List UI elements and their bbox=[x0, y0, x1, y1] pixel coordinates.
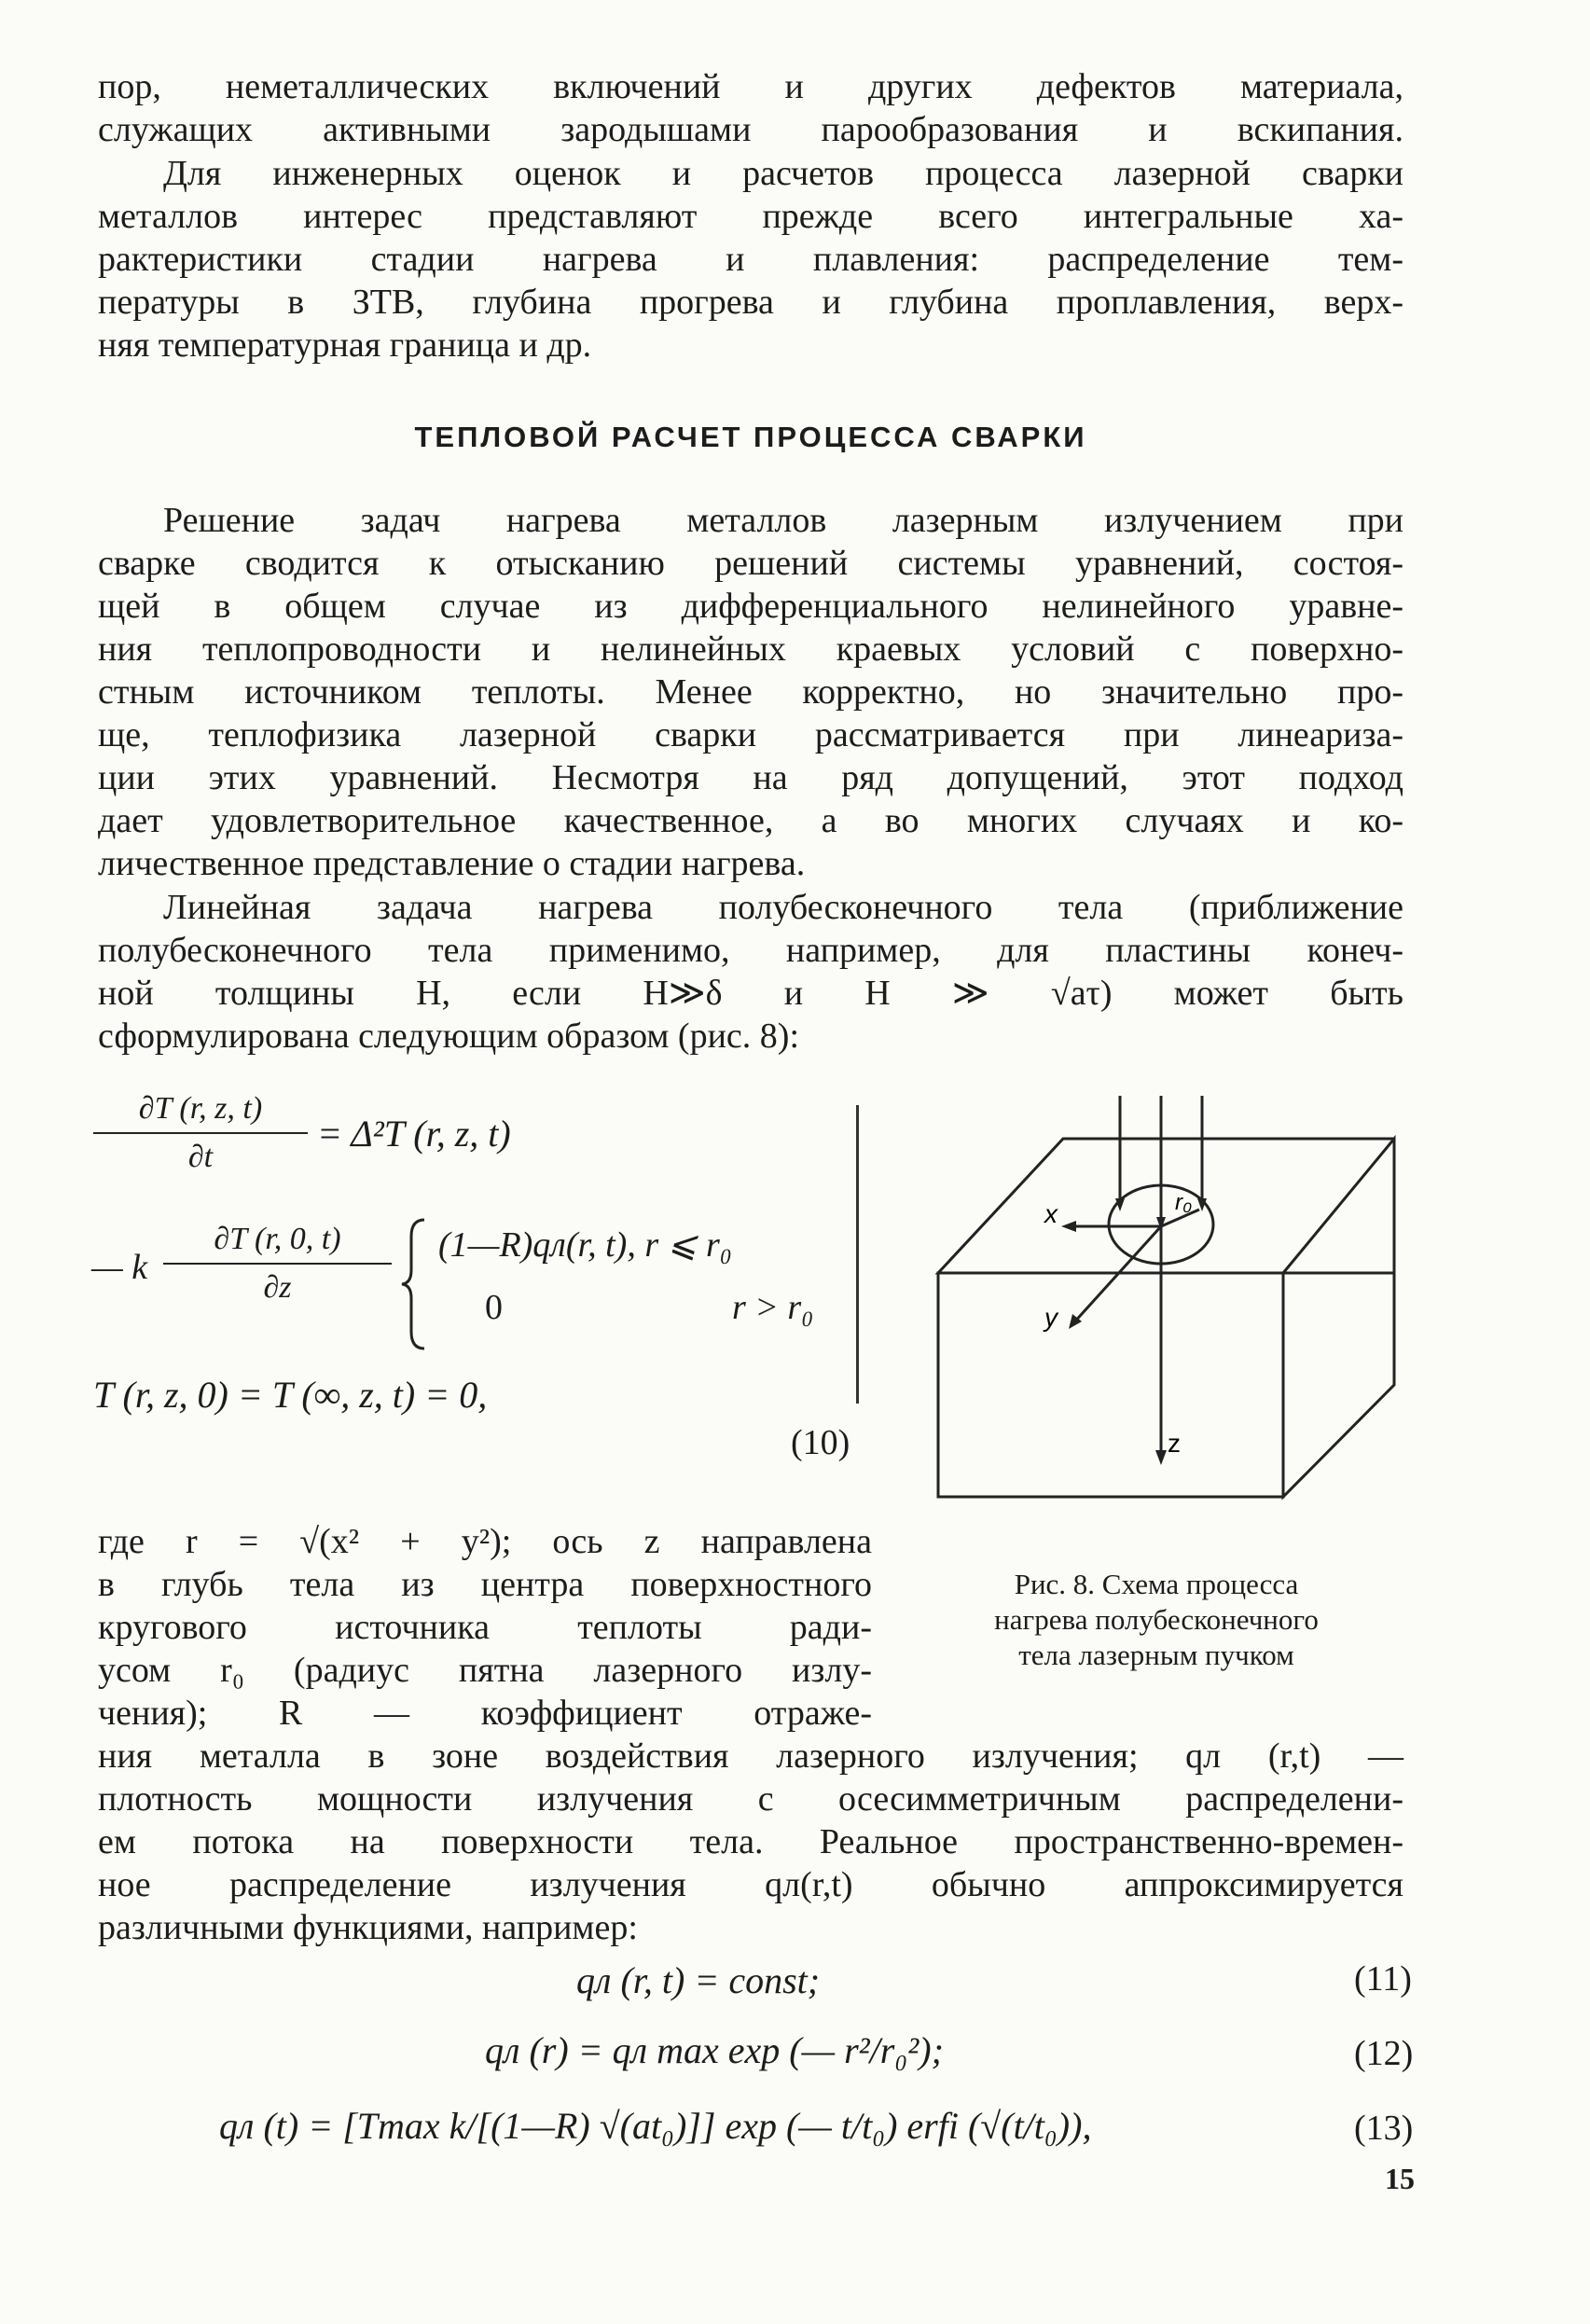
text-line: рактеристики стадии нагрева и плавления: распределение тем- bbox=[98, 240, 1403, 279]
text-line: стным источником теплоты. Менее корректно, но значительно про- bbox=[98, 672, 1403, 712]
text-line: ции этих уравнений. Несмотря на ряд допущений, этот подход bbox=[98, 758, 1403, 797]
y-axis-label: y bbox=[1044, 1303, 1058, 1332]
text-line: Для инженерных оценок и расчетов процесса лазерной сварки bbox=[163, 154, 1403, 193]
text-line: щей в общем случае из дифференциального нелинейного уравне- bbox=[98, 587, 1403, 626]
equation-number: (11) bbox=[1354, 1959, 1412, 1999]
text-line: в глубь тела из центра поверхностного bbox=[98, 1565, 872, 1604]
text-line: сварке сводится к отысканию решений системы уравнений, состоя- bbox=[98, 544, 1403, 583]
block-top-face bbox=[938, 1139, 1394, 1273]
fraction-dT-dt bbox=[93, 1091, 308, 1175]
z-axis-label: z bbox=[1168, 1429, 1181, 1458]
case-2-value: 0 bbox=[485, 1288, 503, 1327]
text-line: дает удовлетворительное качественное, а во многих случаях и ко- bbox=[98, 801, 1403, 840]
heat-equation-rhs: = Δ²T (r, z, t) bbox=[317, 1113, 511, 1155]
figure-caption-line: Рис. 8. Схема процесса bbox=[1014, 1568, 1299, 1600]
y-axis bbox=[1072, 1226, 1161, 1324]
text-line: где r = √(x² + y²); ось z направлена bbox=[98, 1522, 872, 1561]
figure-laser-heating-diagram bbox=[923, 1086, 1408, 1515]
equation-number: (10) bbox=[791, 1423, 850, 1462]
block-front-face bbox=[938, 1273, 1283, 1497]
text-line: няя температурная граница и др. bbox=[98, 325, 592, 365]
page-number: 15 bbox=[1385, 2162, 1415, 2195]
case-brace bbox=[396, 1214, 434, 1354]
text-line: металлов интерес представляют прежде всего интегральные ха- bbox=[98, 197, 1403, 236]
case-2-condition: r > r₀ bbox=[732, 1288, 814, 1327]
section-heading: ТЕПЛОВОЙ РАСЧЕТ ПРОЦЕССА СВАРКИ bbox=[414, 421, 1087, 453]
text-line: пор, неметаллических включений и других дефектов материала, bbox=[98, 67, 1403, 106]
equation-number: (12) bbox=[1354, 2034, 1414, 2073]
text-line: ния металла в зоне воздействия лазерного излучения; qл (r,t) — bbox=[98, 1736, 1403, 1776]
fraction-denominator: ∂z bbox=[263, 1270, 292, 1305]
z-axis-arrow bbox=[1155, 1450, 1167, 1465]
text-line: Решение задач нагрева металлов лазерным излучением при bbox=[163, 501, 1403, 540]
radius-label: r₀ bbox=[1175, 1190, 1193, 1215]
fraction-numerator: ∂T (r, 0, t) bbox=[163, 1222, 392, 1265]
x-axis-label: x bbox=[1044, 1199, 1058, 1228]
case-1: (1—R)qл(r, t), r ⩽ r₀ bbox=[438, 1225, 732, 1265]
text-line: плотность мощности излучения с осесимметричным распределени- bbox=[98, 1779, 1403, 1819]
text-line: усом r₀ (радиус пятна лазерного излу- bbox=[98, 1651, 872, 1690]
block-side-face bbox=[1283, 1139, 1394, 1497]
fraction-numerator: ∂T (r, z, t) bbox=[93, 1091, 308, 1134]
text-line: ное распределение излучения qл(r,t) обычно аппроксимируется bbox=[98, 1865, 1403, 1904]
initial-condition: T (r, z, 0) = T (∞, z, t) = 0, bbox=[93, 1374, 488, 1416]
equation-number: (13) bbox=[1354, 2109, 1414, 2148]
text-line: кругового источника теплоты ради- bbox=[98, 1608, 872, 1647]
equation-13: qл (t) = [Tmax k/[(1—R) √(at₀)]] exp (— t/t₀) erfi (√(t/t₀)), bbox=[219, 2105, 1092, 2147]
equation-12: qл (r) = qл max exp (— r²/r₀²); bbox=[485, 2029, 944, 2071]
boundary-prefix: — k bbox=[91, 1248, 148, 1287]
text-line: сформулирована следующим образом (рис. 8): bbox=[98, 1017, 800, 1056]
figure-caption-line: тела лазерным пучком bbox=[1018, 1639, 1294, 1671]
text-line: чения); R — коэффициент отраже- bbox=[98, 1694, 872, 1733]
x-axis-arrow bbox=[1061, 1221, 1076, 1232]
text-line: ем потока на поверхности тела. Реальное пространственно-времен- bbox=[98, 1822, 1403, 1861]
text-line: ной толщины H, если H≫δ и H ≫ √aτ) может быть bbox=[98, 974, 1403, 1013]
equation-11: qл (r, t) = const; bbox=[576, 1959, 821, 2001]
text-line: различными функциями, например: bbox=[98, 1908, 638, 1947]
text-line: ще, теплофизика лазерной сварки рассматривается при линеариза- bbox=[98, 715, 1403, 754]
text-line: полубесконечного тела применимо, например, для пластины конеч- bbox=[98, 931, 1403, 970]
text-line: личественное представление о стадии нагрева. bbox=[98, 844, 806, 883]
system-bar bbox=[856, 1105, 859, 1404]
text-line: служащих активными зародышами парообразования и вскипания. bbox=[98, 110, 1403, 149]
figure-caption-line: нагрева полубесконечного bbox=[994, 1603, 1319, 1636]
text-line: пературы в ЗТВ, глубина прогрева и глубина проплавления, верх- bbox=[98, 283, 1403, 322]
fraction-denominator: ∂t bbox=[187, 1140, 214, 1174]
fraction-dT-dz bbox=[163, 1222, 392, 1306]
text-line: Линейная задача нагрева полубесконечного тела (приближение bbox=[163, 888, 1403, 927]
text-line: ния теплопроводности и нелинейных краевых условий с поверхно- bbox=[98, 629, 1403, 669]
